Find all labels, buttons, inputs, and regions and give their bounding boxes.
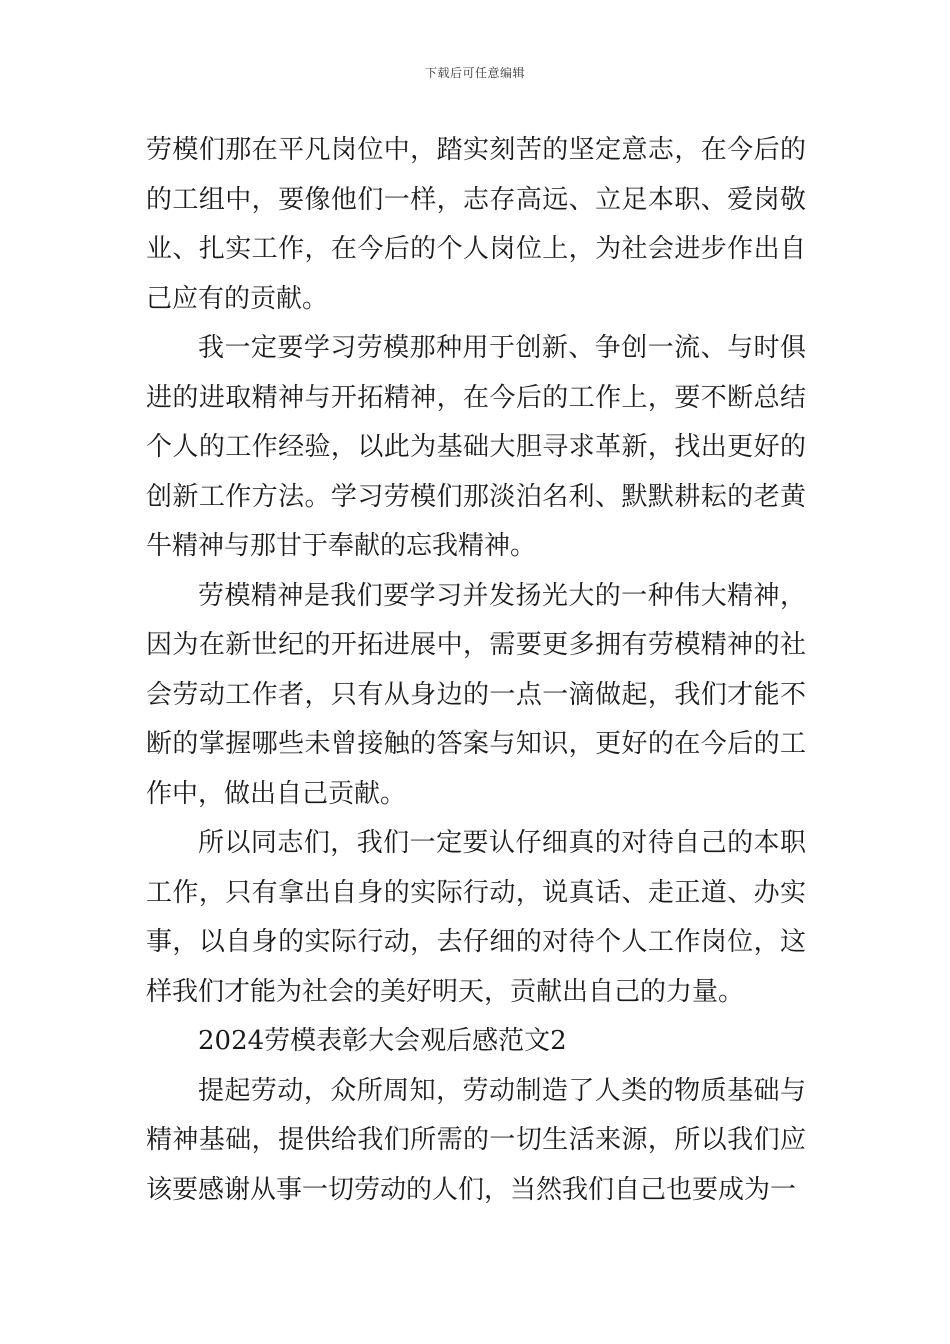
page-header-note: 下载后可任意编辑: [424, 66, 525, 80]
paragraph-spirit: 劳模精神是我们要学习并发扬光大的一种伟大精神，因为在新世纪的开拓进展中，需要更多拥有劳模精神的社会劳动工作者，只有从身边的一点一滴做起，我们才能不断的掌握哪些未曾接触的答案与知识，更好的在今后的工作中，做出自己贡献。: [146, 580, 806, 809]
document-body: [146, 126, 806, 1215]
paragraph-continuation: 劳模们那在平凡岗位中，踏实刻苦的坚定意志，在今后的的工组中，要像他们一样，志存高远、立足本职、爱岗敬业、扎实工作，在今后的个人岗位上，为社会进步作出自己应有的贡献。: [146, 135, 806, 314]
paragraph-comrades: 所以同志们，我们一定要认仔细真的对待自己的本职工作，只有拿出自身的实际行动，说真话、走正道、办实事，以自身的实际行动，去仔细的对待个人工作岗位，这样我们才能为社会的美好明天，贡献出自己的力量。: [146, 828, 806, 1007]
section-heading: 2024劳模表彰大会观后感范文2: [198, 1026, 567, 1056]
paragraph-innovation: 我一定要学习劳模那种用于创新、争创一流、与时俱进的进取精神与开拓精神，在今后的工作上，要不断总结个人的工作经验，以此为基础大胆寻求革新，找出更好的创新工作方法。学习劳模们那淡泊名利、默默耕耘的老黄牛精神与那甘于奉献的忘我精神。: [146, 333, 806, 561]
paragraph-labor: 提起劳动，众所周知，劳动制造了人类的物质基础与精神基础，提供给我们所需的一切生活来源，所以我们应该要感谢从事一切劳动的人们，当然我们自己也要成为一: [146, 1075, 806, 1205]
